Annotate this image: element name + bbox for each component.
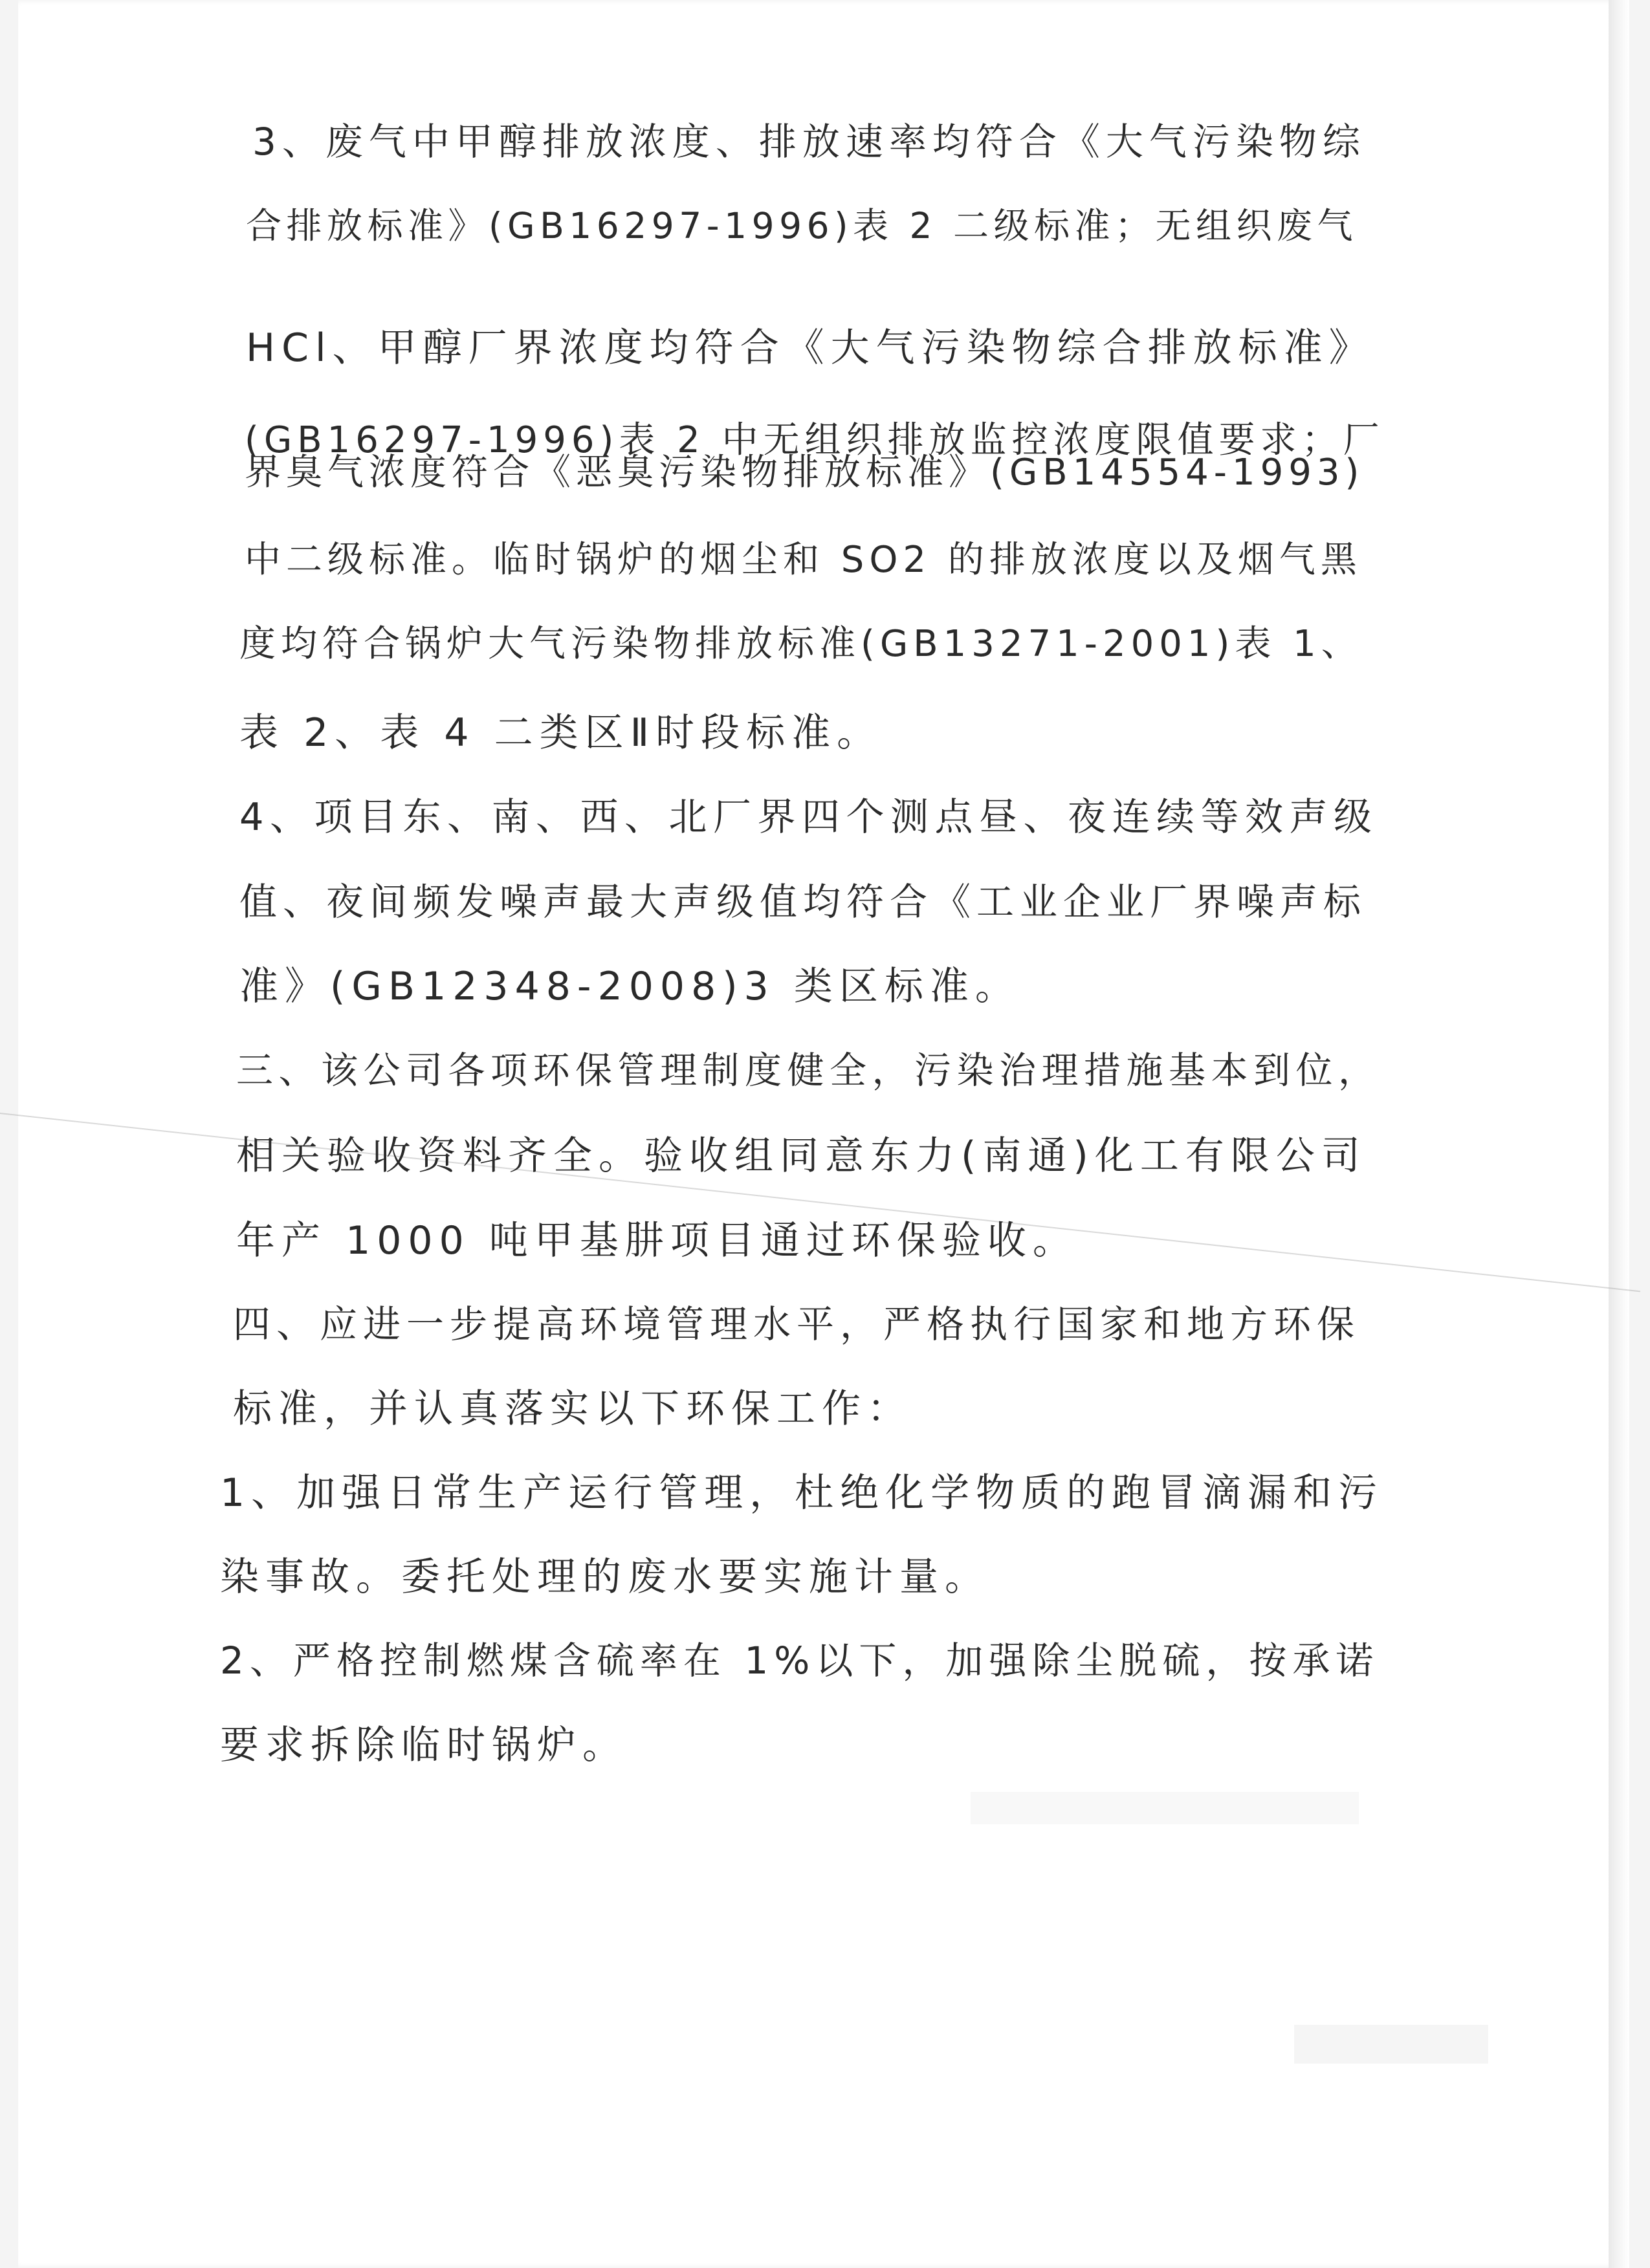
page-edge-shadow <box>1609 0 1629 2268</box>
text-line-17: 1、加强日常生产运行管理，杜绝化学物质的跑冒滴漏和污 <box>220 1470 1384 1516</box>
text-line-11: 准》(GB12348-2008)3 类区标准。 <box>239 964 1020 1009</box>
text-line-8: 表 2、表 4 二类区Ⅱ时段标准。 <box>239 710 883 756</box>
text-line-7: 度均符合锅炉大气污染物排放标准(GB13271-2001)表 1、 <box>239 623 1363 665</box>
text-line-19: 2、严格控制燃煤含硫率在 1%以下，加强除尘脱硫，按承诺 <box>220 1639 1380 1683</box>
text-line-1: 3、废气中甲醇排放浓度、排放速率均符合《大气污染物综 <box>252 120 1366 164</box>
bleed-through-mark <box>1294 2025 1488 2064</box>
text-line-6: 中二级标准。临时锅炉的烟尘和 SO2 的排放浓度以及烟气黑 <box>245 539 1362 581</box>
bleed-through-mark <box>971 1792 1359 1824</box>
text-line-9: 4、项目东、南、西、北厂界四个测点昼、夜连续等效声级 <box>239 794 1378 839</box>
text-line-12: 三、该公司各项环保管理制度健全，污染治理措施基本到位， <box>236 1049 1381 1092</box>
text-line-4: (GB16297-1996)表 2 中无组织排放监控浓度限值要求；厂 <box>245 419 1385 461</box>
text-line-20: 要求拆除临时锅炉。 <box>220 1723 628 1768</box>
text-line-18: 染事故。委托处理的废水要实施计量。 <box>220 1554 990 1600</box>
text-line-16: 标准，并认真落实以下环保工作： <box>233 1386 912 1432</box>
text-line-3: HCl、甲醇厂界浓度均符合《大气污染物综合排放标准》 <box>246 325 1374 371</box>
text-line-2: 合排放标准》(GB16297-1996)表 2 二级标准；无组织废气 <box>246 205 1358 246</box>
text-line-5: 界臭气浓度符合《恶臭污染物排放标准》(GB14554-1993) <box>245 452 1365 494</box>
text-line-10: 值、夜间频发噪声最大声级值均符合《工业企业厂界噪声标 <box>239 880 1367 924</box>
text-line-14: 年产 1000 吨甲基肼项目通过环保验收。 <box>236 1218 1078 1263</box>
text-line-13: 相关验收资料齐全。验收组同意东力(南通)化工有限公司 <box>236 1133 1367 1179</box>
text-line-15: 四、应进一步提高环境管理水平，严格执行国家和地方环保 <box>233 1302 1361 1346</box>
